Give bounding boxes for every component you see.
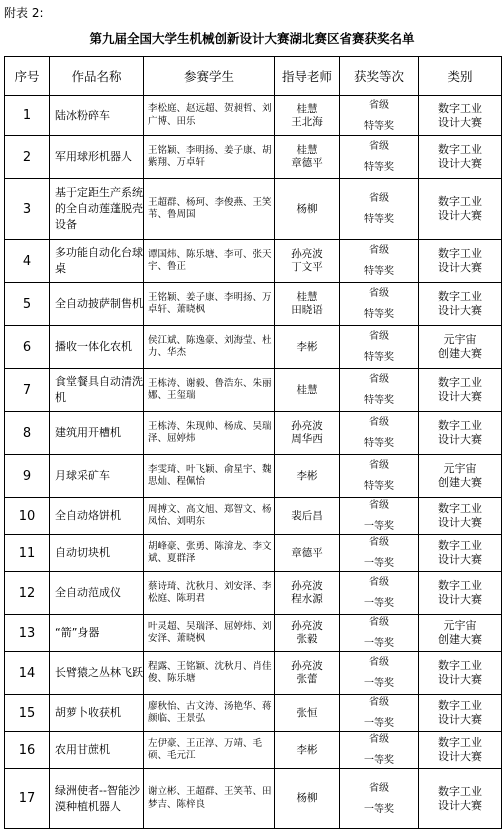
row-index: 11 (5, 535, 50, 572)
students: 谭国炜、陈乐塘、李可、张天宇、鲁正 (144, 240, 275, 283)
award-grade: 一等奖 (364, 521, 394, 532)
table-row (5, 96, 502, 136)
category: 数字工业 设计大赛 (419, 535, 502, 572)
header-teacher: 指导老师 (275, 57, 340, 96)
row-index: 1 (5, 96, 50, 136)
header-category: 类别 (419, 57, 502, 96)
award-level: 省级 (369, 374, 389, 385)
award-cell (340, 498, 419, 535)
category: 数字工业 设计大赛 (419, 369, 502, 412)
row-index: 2 (5, 136, 50, 179)
award-level: 省级 (369, 577, 389, 588)
award-cell (340, 326, 419, 369)
row-index: 17 (5, 769, 50, 829)
table-row (5, 455, 502, 498)
teacher: 杨柳 (275, 179, 340, 240)
table-row (5, 412, 502, 455)
award-grade: 一等奖 (364, 678, 394, 689)
teacher: 孙亮波 周华西 (275, 412, 340, 455)
award-grade: 特等奖 (364, 214, 394, 225)
students: 程露、王铭颖、沈秋月、肖佳俊、陈乐塘 (144, 652, 275, 695)
award-level: 省级 (369, 193, 389, 204)
award-level: 省级 (369, 245, 389, 256)
award-cell (340, 695, 419, 732)
table-row (5, 369, 502, 412)
teacher: 桂慧 田晓语 (275, 283, 340, 326)
work-name: 播收一体化农机 (50, 326, 144, 369)
table-row (5, 572, 502, 615)
students: 叶灵超、吴瑞泽、屈婷炜、刘安泽、萧晓枫 (144, 615, 275, 652)
work-name: 全自动烙饼机 (50, 498, 144, 535)
students: 李雯琦、叶飞颖、俞星宇、魏思灿、程佩怡 (144, 455, 275, 498)
award-cell (340, 455, 419, 498)
table-header-row (5, 57, 502, 96)
teacher: 杨柳 (275, 769, 340, 829)
row-index: 5 (5, 283, 50, 326)
work-name: 绿洲使者--智能沙漠种植机器人 (50, 769, 144, 829)
document-title: 第九届全国大学生机械创新设计大赛湖北赛区省赛获奖名单 (89, 31, 415, 46)
teacher: 桂慧 章德平 (275, 136, 340, 179)
award-cell (340, 769, 419, 829)
award-grade: 特等奖 (364, 162, 394, 173)
award-level: 省级 (369, 617, 389, 628)
table-row (5, 615, 502, 652)
table-row (5, 652, 502, 695)
category: 数字工业 设计大赛 (419, 283, 502, 326)
work-name: 建筑用开槽机 (50, 412, 144, 455)
table-row (5, 769, 502, 829)
work-name: 军用球形机器人 (50, 136, 144, 179)
award-cell (340, 96, 419, 136)
award-level: 省级 (369, 697, 389, 708)
category: 数字工业 设计大赛 (419, 136, 502, 179)
students: 廖秋怡、古文涛、汤艳华、蒋颜临、王景弘 (144, 695, 275, 732)
table-row (5, 732, 502, 769)
award-cell (340, 615, 419, 652)
work-name: 全自动范成仪 (50, 572, 144, 615)
row-index: 9 (5, 455, 50, 498)
category: 数字工业 设计大赛 (419, 96, 502, 136)
students: 左伊豪、王正淳、万靖、毛硕、毛元江 (144, 732, 275, 769)
teacher: 张恒 (275, 695, 340, 732)
award-level: 省级 (369, 99, 389, 111)
category: 数字工业 设计大赛 (419, 179, 502, 240)
table-row (5, 283, 502, 326)
award-grade: 特等奖 (364, 395, 394, 406)
row-index: 3 (5, 179, 50, 240)
students: 李松庭、赵远超、贺昶哲、刘广博、田乐 (144, 96, 275, 136)
teacher: 孙亮波 张毅 (275, 615, 340, 652)
award-level: 省级 (369, 537, 389, 548)
category: 元宇宙 创建大赛 (419, 326, 502, 369)
work-name: 食堂餐具自动清洗机 (50, 369, 144, 412)
work-name: 月球采矿车 (50, 455, 144, 498)
category: 数字工业 设计大赛 (419, 769, 502, 829)
students: 蔡诗琦、沈秋月、刘安泽、李松庭、陈玥君 (144, 572, 275, 615)
teacher: 桂慧 王北海 (275, 96, 340, 136)
row-index: 4 (5, 240, 50, 283)
table-row (5, 498, 502, 535)
row-index: 14 (5, 652, 50, 695)
award-grade: 一等奖 (364, 803, 394, 815)
award-level: 省级 (369, 288, 389, 299)
students: 王栋涛、朱现帅、杨成、吴瑞泽、屈婷炜 (144, 412, 275, 455)
row-index: 15 (5, 695, 50, 732)
category: 数字工业 设计大赛 (419, 498, 502, 535)
award-grade: 一等奖 (364, 558, 394, 569)
category: 数字工业 设计大赛 (419, 652, 502, 695)
header-students: 参赛学生 (144, 57, 275, 96)
work-name: 基于定距生产系统的全自动莲蓬脱壳设备 (50, 179, 144, 240)
award-grade: 特等奖 (364, 352, 394, 363)
attachment-label: 附表 2: (4, 6, 44, 20)
students: 周搏文、高文旭、郑智文、杨凤怡、刘明东 (144, 498, 275, 535)
award-cell (340, 535, 419, 572)
award-level: 省级 (369, 331, 389, 342)
category: 数字工业 设计大赛 (419, 412, 502, 455)
teacher: 章德平 (275, 535, 340, 572)
students: 王栋涛、谢毅、鲁浩东、朱丽娜、王玺瑞 (144, 369, 275, 412)
award-grade: 一等奖 (364, 718, 394, 729)
award-grade: 特等奖 (364, 266, 394, 277)
teacher: 桂慧 (275, 369, 340, 412)
table-body (5, 96, 502, 829)
row-index: 8 (5, 412, 50, 455)
table-row (5, 695, 502, 732)
header-index: 序号 (5, 57, 50, 96)
award-cell (340, 412, 419, 455)
category: 数字工业 设计大赛 (419, 572, 502, 615)
award-cell (340, 179, 419, 240)
header-work-name: 作品名称 (50, 57, 144, 96)
award-grade: 一等奖 (364, 638, 394, 649)
teacher: 孙亮波 丁文平 (275, 240, 340, 283)
header-award: 获奖等次 (340, 57, 419, 96)
work-name: 陆冰粉碎车 (50, 96, 144, 136)
award-level: 省级 (369, 417, 389, 428)
teacher: 裴后昌 (275, 498, 340, 535)
students: 王超群、杨珂、李俊燕、王笑苇、鲁周国 (144, 179, 275, 240)
table-row (5, 179, 502, 240)
table-row (5, 136, 502, 179)
work-name: 全自动披萨制售机 (50, 283, 144, 326)
students: 王铭颖、姜子康、李明扬、万卓轩、萧晓枫 (144, 283, 275, 326)
award-grade: 一等奖 (364, 755, 394, 766)
teacher: 李彬 (275, 732, 340, 769)
students: 侯江斌、陈逸豪、刘海莹、杜力、华杰 (144, 326, 275, 369)
work-name: “箭”身器 (50, 615, 144, 652)
category: 元宇宙 创建大赛 (419, 455, 502, 498)
award-cell (340, 240, 419, 283)
table-row (5, 240, 502, 283)
row-index: 7 (5, 369, 50, 412)
award-cell (340, 283, 419, 326)
award-cell (340, 136, 419, 179)
row-index: 16 (5, 732, 50, 769)
category: 数字工业 设计大赛 (419, 240, 502, 283)
students: 胡峰豪、张勇、陈渰龙、李文斌、夏群泽 (144, 535, 275, 572)
teacher: 孙亮波 张蕾 (275, 652, 340, 695)
award-grade: 特等奖 (364, 438, 394, 449)
table-row (5, 326, 502, 369)
work-name: 多功能自动化台球桌 (50, 240, 144, 283)
award-grade: 一等奖 (364, 598, 394, 609)
category: 元宇宙 创建大赛 (419, 615, 502, 652)
row-index: 13 (5, 615, 50, 652)
award-cell (340, 572, 419, 615)
award-table (4, 56, 502, 829)
award-cell (340, 732, 419, 769)
teacher: 李彬 (275, 455, 340, 498)
work-name: 长臂猿之丛林飞跃 (50, 652, 144, 695)
award-level: 省级 (369, 141, 389, 152)
award-grade: 特等奖 (364, 481, 394, 492)
table-row (5, 535, 502, 572)
award-level: 省级 (369, 657, 389, 668)
award-level: 省级 (369, 734, 389, 745)
row-index: 12 (5, 572, 50, 615)
award-cell (340, 652, 419, 695)
students: 王铭颖、李明扬、姜子康、胡紫翔、万卓轩 (144, 136, 275, 179)
category: 数字工业 设计大赛 (419, 732, 502, 769)
row-index: 10 (5, 498, 50, 535)
award-level: 省级 (369, 460, 389, 471)
award-cell (340, 369, 419, 412)
teacher: 孙亮波 程水源 (275, 572, 340, 615)
work-name: 自动切块机 (50, 535, 144, 572)
work-name: 农用甘蔗机 (50, 732, 144, 769)
students: 谢立彬、王超群、王笑苇、田梦吉、陈梓良 (144, 769, 275, 829)
row-index: 6 (5, 326, 50, 369)
award-level: 省级 (369, 782, 389, 794)
award-level: 省级 (369, 500, 389, 511)
award-grade: 特等奖 (364, 120, 394, 132)
category: 数字工业 设计大赛 (419, 695, 502, 732)
work-name: 胡萝卜收获机 (50, 695, 144, 732)
award-grade: 特等奖 (364, 309, 394, 320)
teacher: 李彬 (275, 326, 340, 369)
